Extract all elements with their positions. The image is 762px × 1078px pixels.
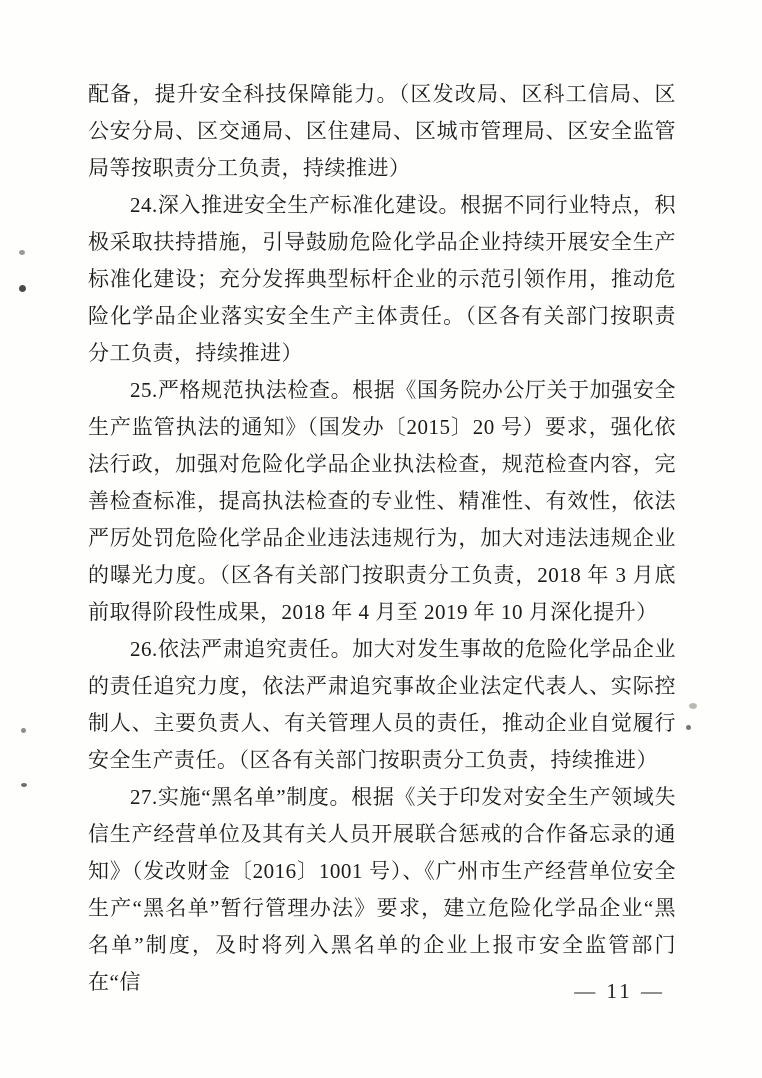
scan-speck: [21, 728, 26, 733]
scan-speck: [689, 703, 697, 709]
paragraph-24: 24.深入推进安全生产标准化建设。根据不同行业特点，积极采取扶持措施，引导鼓励危险化学品企业持续开展安全生产标准化建设；充分发挥典型标杆企业的示范引领作用，推动危险化学品企业落实安全生产主体责任。（区各有关部门按职责分工负责，持续推进）: [88, 193, 676, 365]
paragraph-25: 25.严格规范执法检查。根据《国务院办公厅关于加强安全生产监管执法的通知》（国发办〔2015〕20 号）要求，强化依法行政，加强对危险化学品企业执法检查，规范检查内容，完善检查标准，提高执法检查的专业性、精准性、有效性，依法严厉处罚危险化学品企业违法违规行为，加大对违法违规企业的曝光力度。（区各有关部门按职责分工负责，2018 年 3 月底前取得阶段性成果，2018 年 4 月至 2019 年 10 月深化提升）: [88, 378, 676, 624]
scan-speck: [19, 250, 25, 255]
paragraph-27: 27.实施“黑名单”制度。根据《关于印发对安全生产领域失信生产经营单位及其有关人员开展联合惩戒的合作备忘录的通知》（发改财金〔2016〕1001 号）、《广州市生产经营单位安全生产“黑名单”暂行管理办法》要求，建立危险化学品企业“黑名单”制度，及时将列入黑名单的企业上报市安全监管部门在“信: [88, 785, 676, 994]
scan-speck: [21, 783, 27, 787]
document-body: [88, 76, 676, 1001]
paragraph-26: 26.依法严肃追究责任。加大对发生事故的危险化学品企业的责任追究力度，依法严肃追究事故企业法定代表人、实际控制人、主要负责人、有关管理人员的责任，推动企业自觉履行安全生产责任。（区各有关部门按职责分工负责，持续推进）: [88, 637, 676, 772]
paragraph-continuation: 配备，提升安全科技保障能力。（区发改局、区科工信局、区公安分局、区交通局、区住建局、区城市管理局、区安全监管局等按职责分工负责，持续推进）: [88, 82, 676, 180]
page-number: — 11 —: [574, 979, 665, 1003]
scan-speck: [19, 285, 26, 292]
scan-speck: [686, 725, 691, 730]
